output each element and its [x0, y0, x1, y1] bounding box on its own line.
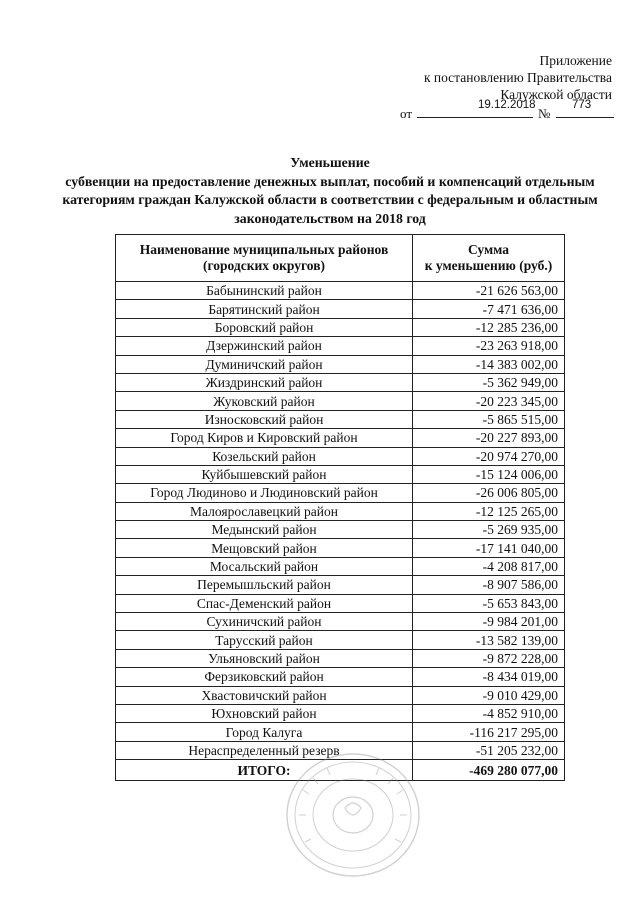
district-name: Город Калуга [116, 723, 413, 741]
title-line: Уменьшение [290, 155, 370, 170]
reduction-amount: -17 141 040,00 [413, 539, 565, 557]
table-row [116, 723, 565, 741]
appendix-label: Приложение [539, 53, 612, 68]
table-row [116, 502, 565, 520]
reduction-amount: -116 217 295,00 [413, 723, 565, 741]
reduction-amount: -4 852 910,00 [413, 704, 565, 722]
reduction-amount: -9 872 228,00 [413, 649, 565, 667]
table-row [116, 649, 565, 667]
reduction-amount: -5 362 949,00 [413, 373, 565, 391]
table-row [116, 484, 565, 502]
district-name: Спас-Деменский район [116, 594, 413, 612]
header-name-line1: Наименование муниципальных районов [139, 242, 389, 257]
reduction-amount: -12 125 265,00 [413, 502, 565, 520]
reduction-amount: -26 006 805,00 [413, 484, 565, 502]
title-line: субвенции на предоставление денежных выплат, пособий и компенсаций отдельным [65, 173, 595, 189]
table-row [116, 465, 565, 483]
table-row [116, 300, 565, 318]
reduction-amount: -21 626 563,00 [413, 282, 565, 300]
column-header-amount [413, 235, 565, 282]
total-label: ИТОГО: [116, 760, 413, 781]
table-row [116, 576, 565, 594]
resolution-label: к постановлению Правительства [423, 70, 612, 85]
appendix-header [424, 52, 612, 103]
reduction-amount: -23 263 918,00 [413, 337, 565, 355]
district-name: Мещовский район [116, 539, 413, 557]
table-header-row [116, 235, 565, 282]
column-header-name [116, 235, 413, 282]
district-name: Барятинский район [116, 300, 413, 318]
reduction-amount: -5 865 515,00 [413, 410, 565, 428]
document-number: 773 [572, 99, 592, 111]
date-prefix: от [400, 106, 413, 121]
date-number-line [400, 99, 620, 121]
table-row [116, 521, 565, 539]
reduction-amount: -9 984 201,00 [413, 613, 565, 631]
district-name: Нераспределенный резерв [116, 741, 413, 759]
title-line: категориям граждан Калужской области в соответствии с федеральным и областным [62, 192, 598, 207]
date-underline [417, 117, 533, 118]
district-name: Юхновский район [116, 704, 413, 722]
district-name: Износковский район [116, 410, 413, 428]
reduction-amount: -8 434 019,00 [413, 668, 565, 686]
table-row [116, 594, 565, 612]
district-name: Мосальский район [116, 557, 413, 575]
reduction-amount: -20 974 270,00 [413, 447, 565, 465]
official-seal-icon [283, 750, 423, 880]
district-name: Дзержинский район [116, 337, 413, 355]
header-amount-line2: к уменьшению (руб.) [424, 258, 553, 273]
district-name: Бабынинский район [116, 282, 413, 300]
district-name: Город Киров и Кировский район [116, 429, 413, 447]
table-row [116, 373, 565, 391]
district-name: Медынский район [116, 521, 413, 539]
reduction-amount: -13 582 139,00 [413, 631, 565, 649]
table-row [116, 410, 565, 428]
reduction-amount: -9 010 429,00 [413, 686, 565, 704]
table-row [116, 337, 565, 355]
district-name: Козельский район [116, 447, 413, 465]
reduction-amount: -5 269 935,00 [413, 521, 565, 539]
header-name-line2: (городских округов) [202, 258, 325, 273]
document-date: 19.12.2018 [478, 99, 536, 111]
district-name: Малоярославецкий район [116, 502, 413, 520]
reduction-amount: -7 471 636,00 [413, 300, 565, 318]
district-name: Перемышльский район [116, 576, 413, 594]
reduction-amount: -20 223 345,00 [413, 392, 565, 410]
table-row [116, 429, 565, 447]
district-name: Думиничский район [116, 355, 413, 373]
district-name: Куйбышевский район [116, 465, 413, 483]
number-prefix: № [538, 106, 551, 121]
reduction-amount: -51 205 232,00 [413, 741, 565, 759]
district-name: Тарусский район [116, 631, 413, 649]
reduction-amount: -12 285 236,00 [413, 318, 565, 336]
region-label: Калужской области [500, 87, 612, 102]
table-row [116, 539, 565, 557]
total-amount: -469 280 077,00 [413, 760, 565, 781]
district-name: Ферзиковский район [116, 668, 413, 686]
table-row [116, 557, 565, 575]
header-amount-line1: Сумма [467, 242, 510, 257]
table-row [116, 668, 565, 686]
reduction-amount: -4 208 817,00 [413, 557, 565, 575]
title-line: законодательством на 2018 год [234, 210, 426, 226]
district-name: Жуковский район [116, 392, 413, 410]
district-name: Боровский район [116, 318, 413, 336]
district-name: Город Людиново и Людиновский район [116, 484, 413, 502]
table-row [116, 631, 565, 649]
district-name: Ульяновский район [116, 649, 413, 667]
reduction-amount: -15 124 006,00 [413, 465, 565, 483]
table-row [116, 704, 565, 722]
reduction-amount: -14 383 002,00 [413, 355, 565, 373]
table-row [116, 282, 565, 300]
table-row [116, 392, 565, 410]
table-row [116, 447, 565, 465]
reduction-amount: -8 907 586,00 [413, 576, 565, 594]
reduction-amount: -20 227 893,00 [413, 429, 565, 447]
table-row [116, 318, 565, 336]
subvention-table [115, 234, 565, 781]
district-name: Сухиничский район [116, 613, 413, 631]
document-title [40, 154, 620, 228]
district-name: Хвастовичский район [116, 686, 413, 704]
table-row [116, 686, 565, 704]
table-row [116, 355, 565, 373]
district-name: Жиздринский район [116, 373, 413, 391]
reduction-amount: -5 653 843,00 [413, 594, 565, 612]
table-row [116, 613, 565, 631]
number-underline [556, 117, 614, 118]
